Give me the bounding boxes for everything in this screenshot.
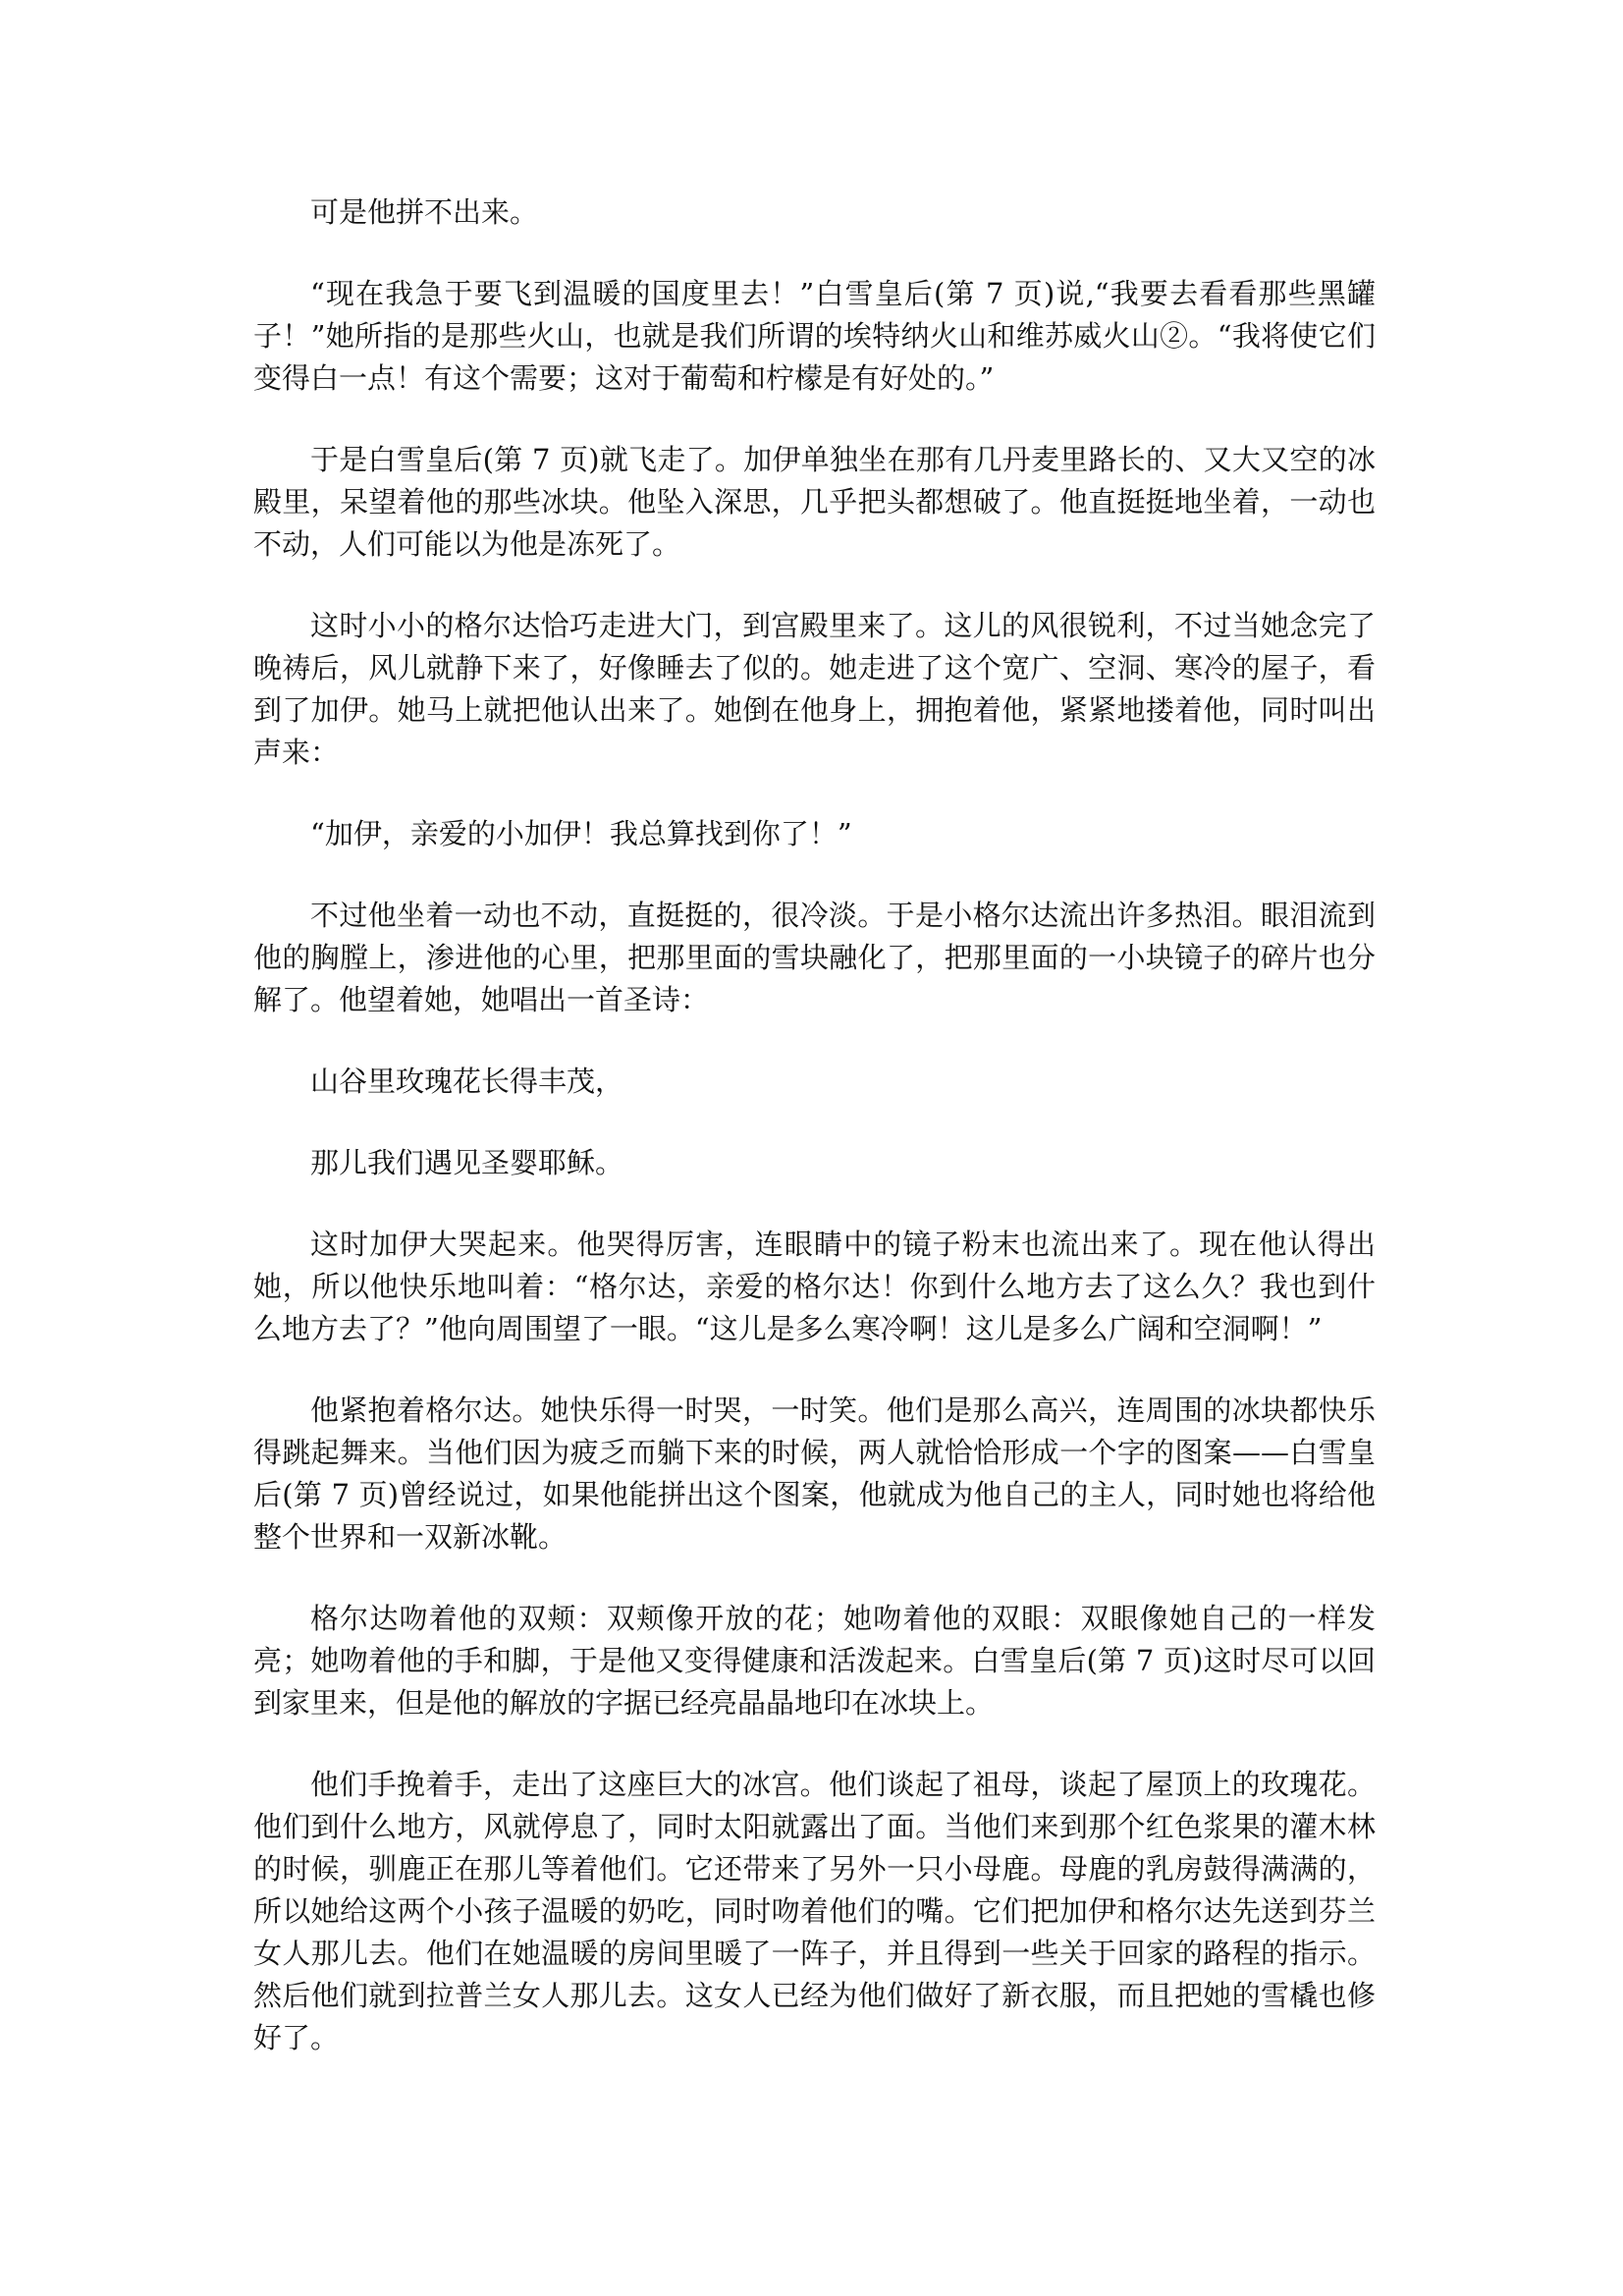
story-text xyxy=(253,191,1376,2099)
paragraph: 可是他拼不出来。 xyxy=(310,195,539,229)
verse-line: 那儿我们遇见圣婴耶稣。 xyxy=(310,1146,624,1179)
paragraph: “现在我急于要飞到温暖的国度里去！”白雪皇后(第 7 页)说,“我要去看看那些黑罐子！”她所指的是那些火山，也就是我们所谓的埃特纳火山和维苏威火山②。“我将使它们变得白一点！有这个需要；这对于葡萄和柠檬是有好处的。” xyxy=(253,277,1376,395)
paragraph: 格尔达吻着他的双颊：双颊像开放的花；她吻着他的双眼：双眼像她自己的一样发亮；她吻着他的手和脚，于是他又变得健康和活泼起来。白雪皇后(第 7 页)这时尽可以回到家里来，但是他的解放的字据已经亮晶晶地印在冰块上。 xyxy=(253,1602,1376,1720)
paragraph: 不过他坐着一动也不动，直挺挺的，很冷淡。于是小格尔达流出许多热泪。眼泪流到他的胸膛上，渗进他的心里，把那里面的雪块融化了，把那里面的一小块镜子的碎片也分解了。他望着她，她唱出一首圣诗： xyxy=(253,899,1376,1016)
quoted-line: “加伊，亲爱的小加伊！我总算找到你了！” xyxy=(310,817,852,850)
paragraph: 于是白雪皇后(第 7 页)就飞走了。加伊单独坐在那有几丹麦里路长的、又大又空的冰殿里，呆望着他的那些冰块。他坠入深思，几乎把头都想破了。他直挺挺地坐着，一动也不动，人们可能以为他是冻死了。 xyxy=(253,443,1376,561)
paragraph: 这时小小的格尔达恰巧走进大门，到宫殿里来了。这儿的风很锐利，不过当她念完了晚祷后，风儿就静下来了，好像睡去了似的。她走进了这个宽广、空洞、寒冷的屋子，看到了加伊。她马上就把他认出来了。她倒在他身上，拥抱着他，紧紧地搂着他，同时叫出声来： xyxy=(253,609,1376,769)
paragraph: 他们手挽着手，走出了这座巨大的冰宫。他们谈起了祖母，谈起了屋顶上的玫瑰花。他们到什么地方，风就停息了，同时太阳就露出了面。当他们来到那个红色浆果的灌木林的时候，驯鹿正在那儿等着他们。它还带来了另外一只小母鹿。母鹿的乳房鼓得满满的，所以她给这两个小孩子温暖的奶吃，同时吻着他们的嘴。它们把加伊和格尔达先送到芬兰女人那儿去。他们在她温暖的房间里暖了一阵子，并且得到一些关于回家的路程的指示。然后他们就到拉普兰女人那儿去。这女人已经为他们做好了新衣服，而且把她的雪橇也修好了。 xyxy=(253,1768,1376,2054)
verse-line: 山谷里玫瑰花长得丰茂， xyxy=(310,1065,624,1098)
paragraph: 这时加伊大哭起来。他哭得厉害，连眼睛中的镜子粉末也流出来了。现在他认得出她，所以他快乐地叫着：“格尔达，亲爱的格尔达！你到什么地方去了这么久？我也到什么地方去了？”他向周围望了一眼。“这儿是多么寒冷啊！这儿是多么广阔和空洞啊！” xyxy=(253,1228,1376,1345)
paragraph: 他紧抱着格尔达。她快乐得一时哭，一时笑。他们是那么高兴，连周围的冰块都快乐得跳起舞来。当他们因为疲乏而躺下来的时候，两人就恰恰形成一个字的图案——白雪皇后(第 7 页)曾经说过，如果他能拼出这个图案，他就成为他自己的主人，同时她也将给他整个世界和一双新冰靴。 xyxy=(253,1394,1376,1554)
